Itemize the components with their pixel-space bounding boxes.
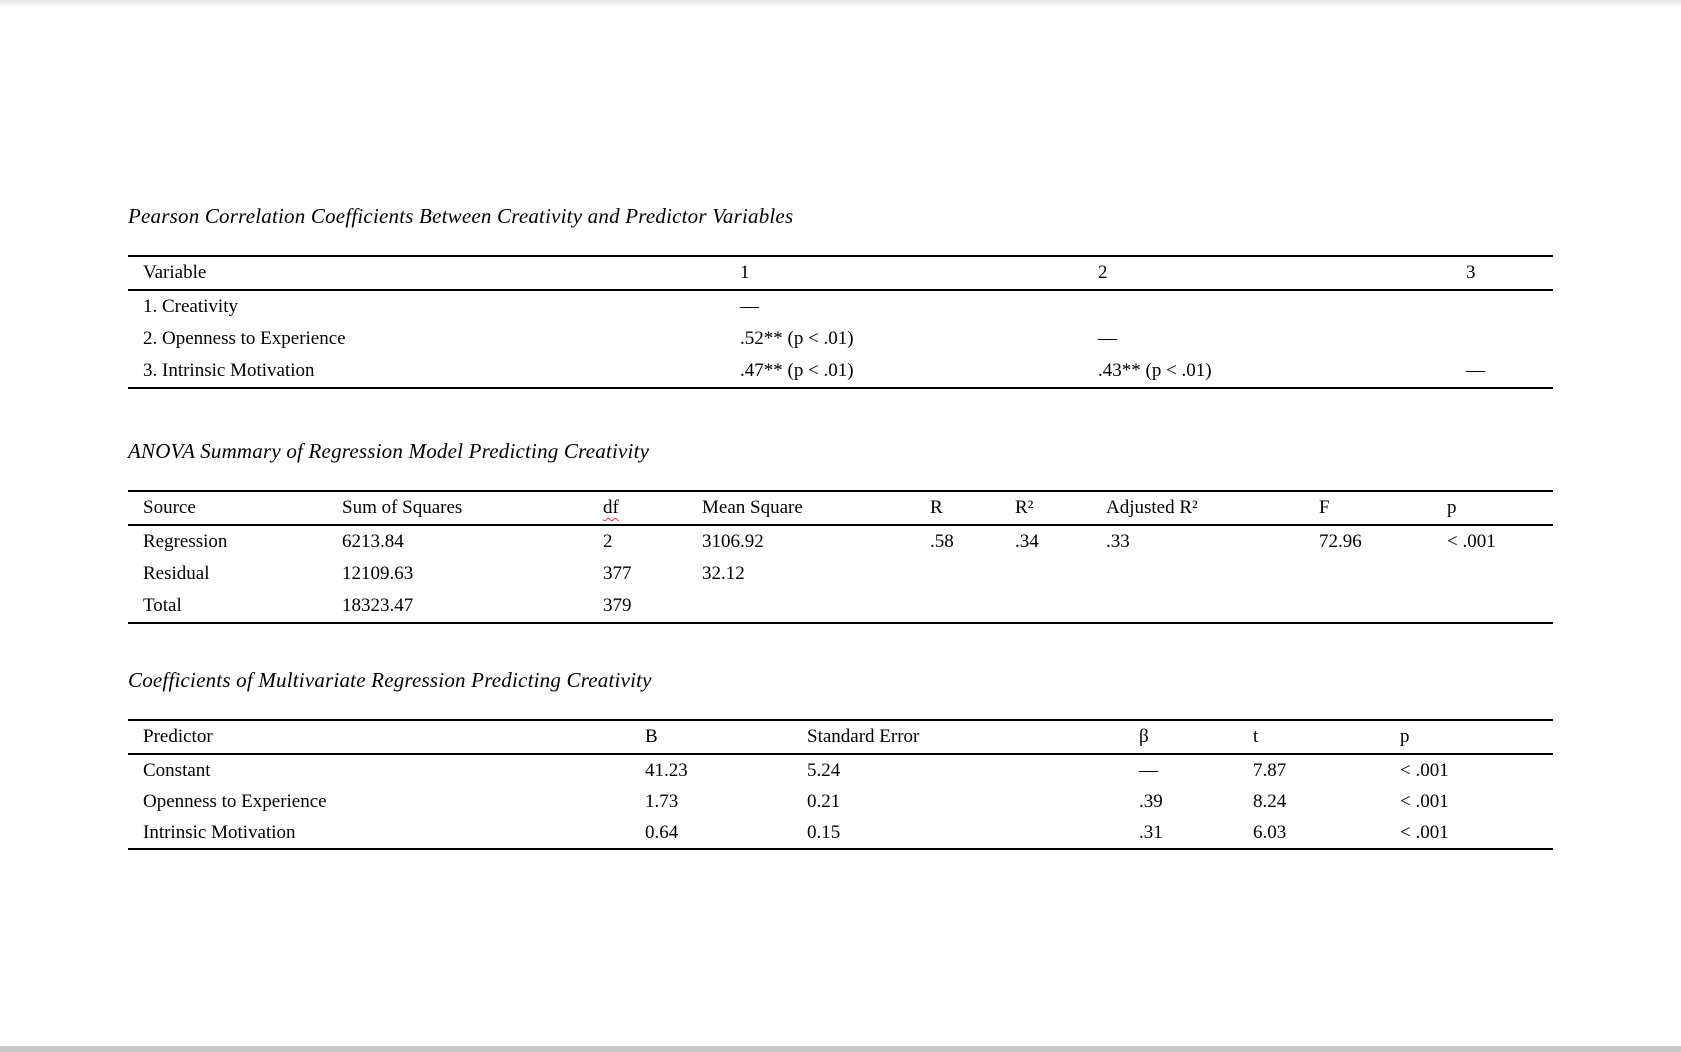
table-row [128, 558, 1553, 590]
table-cell: < .001 [1447, 531, 1496, 552]
table-cell: Intrinsic Motivation [143, 821, 296, 843]
column-header: p [1447, 497, 1457, 518]
table-row [128, 355, 1553, 387]
table-cell: .39 [1139, 790, 1163, 812]
table-cell: 5.24 [807, 759, 841, 781]
table-cell: 0.21 [807, 790, 841, 812]
table-cell: 2 [603, 531, 613, 552]
window-top-edge [0, 0, 1681, 8]
table-row [128, 291, 1553, 323]
column-header: F [1319, 497, 1330, 518]
table-cell: Total [143, 595, 182, 616]
table-cell: — [1139, 759, 1158, 781]
column-header: Adjusted R² [1106, 497, 1198, 518]
anova-section [128, 439, 1553, 624]
table-row [128, 817, 1553, 848]
table-cell: < .001 [1400, 790, 1449, 812]
table-header-row [128, 721, 1553, 755]
table-cell: 12109.63 [342, 563, 414, 584]
anova-table [128, 490, 1553, 624]
table-cell: Openness to Experience [143, 790, 327, 812]
column-header: R² [1015, 497, 1034, 518]
window-bottom-edge [0, 1046, 1681, 1052]
coefficients-table [128, 719, 1553, 850]
column-header: Standard Error [807, 726, 920, 747]
table-cell: 2. Openness to Experience [143, 328, 346, 349]
table-cell: — [1098, 328, 1117, 349]
table-header-row [128, 492, 1553, 526]
table-cell: .33 [1106, 531, 1130, 552]
correlation-table-title: Pearson Correlation Coefficients Between Creativity and Predictor Variables [128, 204, 794, 228]
table-cell: — [1466, 360, 1485, 381]
column-header: R [930, 497, 943, 518]
table-row [128, 755, 1553, 786]
document-content [128, 204, 1553, 850]
table-cell: Constant [143, 759, 211, 781]
table-row [128, 526, 1553, 558]
table-cell: .43** (p < .01) [1098, 360, 1212, 381]
table-cell: 0.15 [807, 821, 841, 843]
column-header: Sum of Squares [342, 497, 463, 518]
column-header: Predictor [143, 726, 213, 747]
table-cell: 6.03 [1253, 821, 1287, 843]
table-cell: 3106.92 [702, 531, 764, 552]
table-cell: 3. Intrinsic Motivation [143, 360, 315, 381]
table-cell: .47** (p < .01) [740, 360, 854, 381]
table-cell: 72.96 [1319, 531, 1362, 552]
table-header-row [128, 257, 1553, 291]
table-cell: < .001 [1400, 759, 1449, 781]
table-cell: 1.73 [645, 790, 679, 812]
column-header: 3 [1466, 262, 1476, 283]
correlation-section [128, 204, 1553, 389]
column-header: df [603, 497, 619, 518]
table-cell: — [740, 296, 759, 317]
table-cell: 0.64 [645, 821, 679, 843]
table-cell: .58 [930, 531, 954, 552]
coefficients-table-title: Coefficients of Multivariate Regression Predicting Creativity [128, 668, 652, 692]
table-cell: .31 [1139, 821, 1163, 843]
table-cell: .52** (p < .01) [740, 328, 854, 349]
table-cell: 1. Creativity [143, 296, 238, 317]
table-cell: 6213.84 [342, 531, 404, 552]
column-header: p [1400, 726, 1410, 747]
table-cell: Regression [143, 531, 228, 552]
column-header: Mean Square [702, 497, 803, 518]
table-cell: < .001 [1400, 821, 1449, 843]
table-cell: 18323.47 [342, 595, 414, 616]
column-header: B [645, 726, 658, 747]
column-header: β [1139, 726, 1149, 747]
column-header: Variable [143, 262, 207, 283]
table-cell: Residual [143, 563, 210, 584]
table-row [128, 786, 1553, 817]
table-cell: 7.87 [1253, 759, 1287, 781]
table-cell: 379 [603, 595, 632, 616]
column-header: 2 [1098, 262, 1108, 283]
column-header: Source [143, 497, 196, 518]
column-header: t [1253, 726, 1259, 747]
correlation-table [128, 255, 1553, 389]
table-row [128, 323, 1553, 355]
anova-table-title: ANOVA Summary of Regression Model Predicting Creativity [128, 439, 650, 463]
column-header: 1 [740, 262, 750, 283]
table-row [128, 590, 1553, 622]
table-cell: 41.23 [645, 759, 688, 781]
table-cell: 32.12 [702, 563, 745, 584]
table-cell: 377 [603, 563, 632, 584]
table-cell: .34 [1015, 531, 1039, 552]
table-cell: 8.24 [1253, 790, 1287, 812]
coefficients-section [128, 668, 1553, 850]
